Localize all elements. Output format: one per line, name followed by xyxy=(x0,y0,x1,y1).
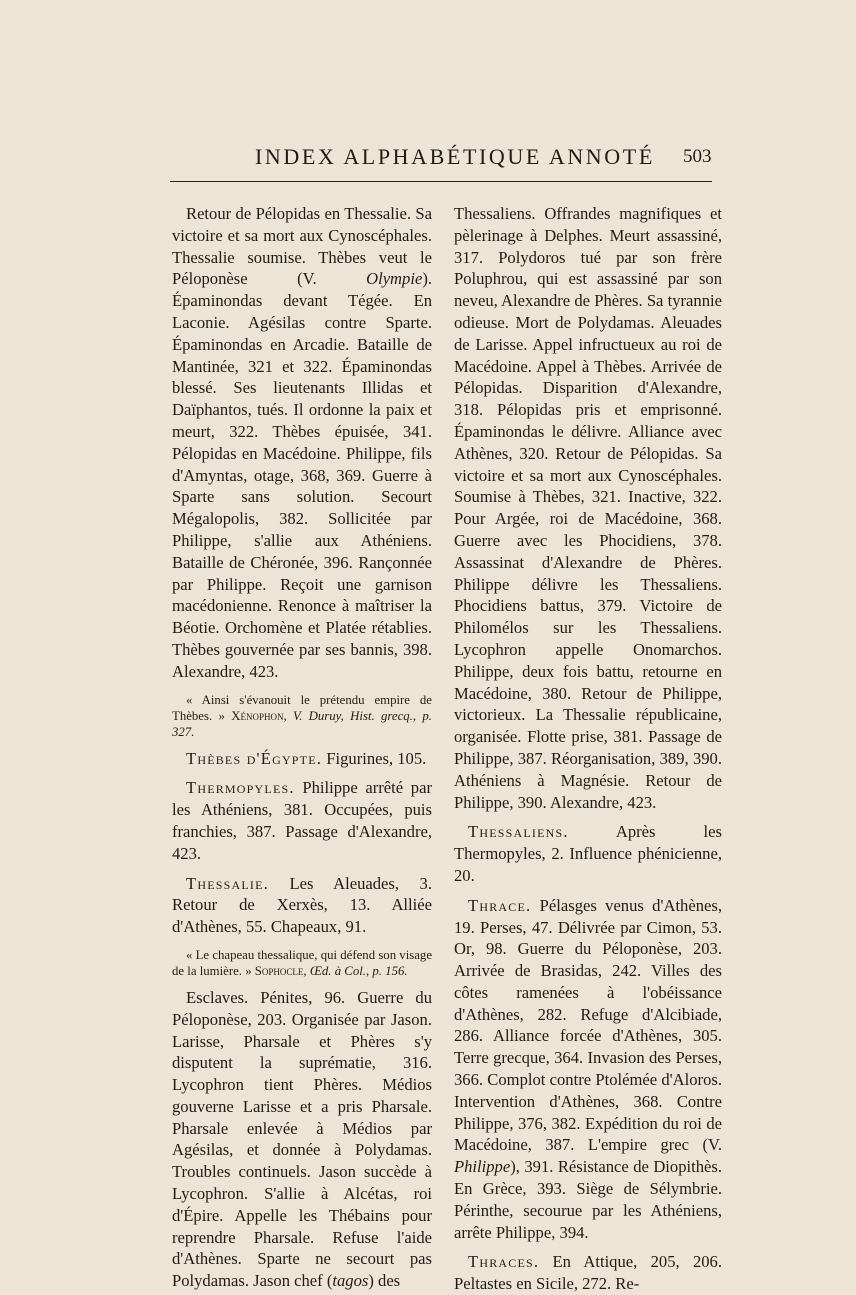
entry-heading: Thessalie. xyxy=(186,873,269,893)
entry-heading: Thermopyles. xyxy=(186,778,295,798)
cross-reference: Olympie xyxy=(366,269,423,289)
quote-source: , V. Duruy, Hist. grecq., p. 327. xyxy=(172,708,432,739)
entry-text: ). Épaminondas devant Tégée. En Laconie. Agésilas contre Sparte. Épaminondas en Arcadie. Bataille de Mantinée, 321 et 322. Épaminondas blessé. Ses lieutenants Illidas et Daïphantos, tués. Il ordonne la paix et meurt, 322. Thèbes épuisée, 341. Pélopidas en Macédoine. Philippe, fils d'Amyntas, otage, 368, 369. Guerre à Sparte sans solution. Secourt Mégalopolis, 382. Sollicitée par Philippe, s'allie aux Athéniens. Bataille de Chéronée, 396. Rançonnée par Philippe. Reçoit une garnison macédonienne. Renonce à maîtriser la Béotie. Orchomène et Platée rétablies. Thèbes gouvernée par ses bannis, 398. Alexandre, 423. xyxy=(172,269,432,681)
entry-thebes-continued xyxy=(172,203,432,683)
header-rule xyxy=(170,181,712,182)
entry-heading: Thrace. xyxy=(468,895,532,915)
entry-text: Philippe arrêté par les Athéniens, 381. Occupées, puis franchies, 387. Passage d'Alexandre, 423. xyxy=(172,778,432,863)
right-column xyxy=(454,203,722,1295)
entry-text: Figurines, 105. xyxy=(322,748,427,768)
entry-thessalie xyxy=(172,873,432,938)
quote-text: « Le chapeau thessalique, qui défend son visage de la lumière. » xyxy=(172,947,432,978)
entry-thrace xyxy=(454,895,722,1244)
quote-xenophon xyxy=(172,692,432,740)
entry-thraces xyxy=(454,1251,722,1295)
left-column xyxy=(172,203,432,1292)
entry-heading: Thèbes d'Égypte. xyxy=(186,748,323,768)
entry-thessalie-continued-2 xyxy=(454,203,722,813)
quote-text: « Ainsi s'évanouit le prétendu empire de Thèbes. » xyxy=(172,692,432,723)
entry-text: Esclaves. Pénites, 96. Guerre du Péloponèse, 203. Organisée par Jason. Larisse, Pharsale et Phères s'y disputent la suprématie, 316. Lycophron tient Phères. Médios gouverne Larisse et a pris Pharsale. Pharsale enlevée à Médios par Agésilas, et donnée à Polydamas. Troubles continuels. Jason succède à Lycophron. S'allie à Alcétas, roi d'Épire. Appelle les Thébains pour reprendre Pharsale. Refuse l'aide d'Athènes. Sparte ne secourt pas Polydamas. Jason chef ( xyxy=(172,987,432,1291)
entry-text: Retour de Pélopidas en Thessalie. Sa victoire et sa mort aux Cynoscéphales. Thessalie soumise. Thèbes veut le Péloponèse (V. xyxy=(172,204,432,289)
entry-text: Thessaliens. Offrandes magnifiques et pèlerinage à Delphes. Meurt assassiné, 317. Polydoros tué par son frère Poluphrou, qui est assassiné par son neveu, Alexandre de Phères. Sa tyrannie odieuse. Mort de Polydamas. Aleuades de Larisse. Appel infructueux au roi de Macédoine. Appel à Thèbes. Arrivée de Pélopidas. Disparition d'Alexandre, 318. Pélopidas pris et emprisonné. Épaminondas le délivre. Alliance avec Athènes, 320. Retour de Pélopidas. Sa victoire et sa mort aux Cynoscéphales. Soumise à Thèbes, 321. Inactive, 322. Pour Argée, roi de Macédoine, 368. Guerre avec les Phocidiens, 378. Assassinat d'Alexandre de Phères. Philippe délivre les Thessaliens. Phocidiens battus, 379. Victoire de Philomélos sur les Thessaliens. Lycophron appelle Onomarchos. Philippe, deux fois battu, retourne en Macédoine, 380. Retour de Philippe, victorieux. La Thessalie républicaine, organisée. Flotte prise, 381. Passage de Philippe, 387. Réorganisation, 389, 390. Athéniens à Magnésie. Retour de Philippe, 390. Alexandre, 423. xyxy=(454,204,722,812)
quote-author: Sophocle xyxy=(254,963,304,978)
running-title: INDEX ALPHABÉTIQUE ANNOTÉ xyxy=(255,144,655,169)
page-number: 503 xyxy=(683,146,712,167)
entry-text: Après les Thermopyles, 2. Influence phénicienne, 20. xyxy=(454,822,722,885)
entry-text: ), 391. Résistance de Diopithès. En Grèce, 393. Siège de Sélymbrie. Périnthe, secourue par les Athéniens, arrête Philippe, 394. xyxy=(454,1157,722,1242)
entry-text: Les Aleuades, 3. Retour de Xerxès, 13. Alliée d'Athènes, 55. Chapeaux, 91. xyxy=(172,873,432,937)
entry-thermopyles xyxy=(172,777,432,864)
cross-reference: Philippe xyxy=(454,1157,511,1177)
entry-thebes-egypte xyxy=(172,748,432,770)
entry-text: ) des xyxy=(368,1271,401,1291)
entry-text: En Attique, 205, 206. Peltastes en Sicile, 272. Re- xyxy=(454,1252,722,1294)
entry-thessalie-continued xyxy=(172,987,432,1292)
entry-thessaliens xyxy=(454,821,722,886)
entry-text: Pélasges venus d'Athènes, 19. Perses, 47. Délivrée par Cimon, 53. Or, 98. Guerre du Péloponèse, 203. Arrivée de Brasidas, 242. Villes des côtes ramenées à l'obéissance d'Athènes, 282. Refuge d'Alcibiade, 286. Alliance forcée d'Athènes, 305. Terre grecque, 364. Invasion des Perses, 366. Complot contre Ptolémée d'Aloros. Intervention d'Athènes, 368. Contre Philippe, 376, 382. Expédition du roi de Macédoine, 387. L'empire grec (V. xyxy=(454,895,722,1155)
quote-sophocle xyxy=(172,947,432,979)
entry-heading: Thraces. xyxy=(468,1252,540,1272)
entry-heading: Thessaliens. xyxy=(468,822,569,842)
italic-term: tagos xyxy=(332,1271,369,1291)
running-head xyxy=(0,140,856,174)
quote-author: Xénophon xyxy=(231,708,284,723)
quote-source: , Œd. à Col., p. 156. xyxy=(303,963,408,978)
